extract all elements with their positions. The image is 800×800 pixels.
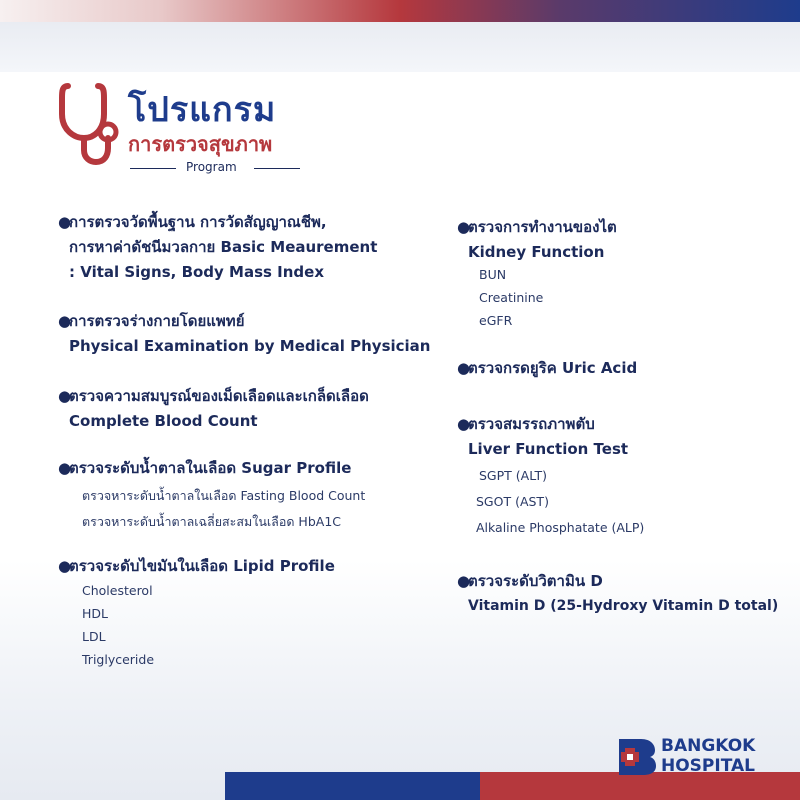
header-band xyxy=(0,22,800,72)
bullet-dot: ● xyxy=(58,459,72,477)
list-item: ตรวจหาระดับน้ำตาลในเลือด Fasting Blood Count xyxy=(82,488,366,503)
section-line: ตรวจสมรรถภาพตับ xyxy=(468,415,595,433)
section-liver-function xyxy=(457,412,629,462)
bullet-dot: ● xyxy=(58,312,72,330)
brand-line-2: HOSPITAL xyxy=(661,756,755,776)
bullet-dot: ● xyxy=(457,415,471,433)
program-divider-right xyxy=(254,168,300,169)
program-divider-left xyxy=(130,168,176,169)
section-line: Kidney Function xyxy=(468,243,605,261)
section-vitamin-d xyxy=(457,569,779,619)
section-sugar-profile xyxy=(58,456,352,481)
list-item: Triglyceride xyxy=(82,652,155,667)
section-line: Vitamin D (25-Hydroxy Vitamin D total) xyxy=(468,598,779,614)
section-line: การหาค่าดัชนีมวลกาย Basic Meaurement xyxy=(69,238,378,256)
bullet-dot: ● xyxy=(58,387,72,405)
section-cbc xyxy=(58,384,369,434)
list-item: SGPT (ALT) xyxy=(479,468,547,483)
page-subtitle: การตรวจสุขภาพ xyxy=(128,132,273,156)
list-item: LDL xyxy=(82,629,106,644)
section-line: การตรวจร่างกายโดยแพทย์ xyxy=(69,312,245,330)
section-line: : Vital Signs, Body Mass Index xyxy=(69,263,325,281)
section-kidney-function xyxy=(457,215,617,265)
top-gradient-bar xyxy=(0,0,800,22)
section-line: ตรวจการทำงานของไต xyxy=(468,218,617,236)
bullet-dot: ● xyxy=(58,213,72,231)
list-item: Creatinine xyxy=(479,290,544,305)
list-item: eGFR xyxy=(479,313,513,328)
list-item: ตรวจหาระดับน้ำตาลเฉลี่ยสะสมในเลือด HbA1C xyxy=(82,514,342,529)
bullet-dot: ● xyxy=(457,572,471,590)
page-title: โปรแกรม xyxy=(128,90,277,130)
section-line: Liver Function Test xyxy=(468,440,629,458)
section-line: การตรวจวัดพื้นฐาน การวัดสัญญาณชีพ, xyxy=(69,213,327,231)
list-item: BUN xyxy=(479,267,507,282)
section-line: ตรวจความสมบูรณ์ของเม็ดเลือดและเกล็ดเลือด xyxy=(69,387,369,405)
bullet-dot: ● xyxy=(457,359,471,377)
list-item: Cholesterol xyxy=(82,583,153,598)
list-item: HDL xyxy=(82,606,108,621)
section-physical-exam xyxy=(58,309,431,359)
section-uric-acid xyxy=(457,356,638,381)
program-label: Program xyxy=(186,160,237,174)
section-line: Physical Examination by Medical Physician xyxy=(69,337,431,355)
section-line: Complete Blood Count xyxy=(69,412,258,430)
section-lipid-profile xyxy=(58,554,335,579)
bullet-dot: ● xyxy=(58,557,72,575)
stethoscope-icon xyxy=(58,78,128,168)
bangkok-hospital-logo-icon xyxy=(617,737,657,777)
list-item: Alkaline Phosphatate (ALP) xyxy=(476,520,645,535)
bullet-dot: ● xyxy=(457,218,471,236)
brand-line-1: BANGKOK xyxy=(661,736,756,756)
section-line: ตรวจระดับวิตามิน D xyxy=(468,572,603,590)
list-item: SGOT (AST) xyxy=(476,494,549,509)
section-line: ตรวจระดับน้ำตาลในเลือด Sugar Profile xyxy=(69,459,352,477)
brand-name xyxy=(661,736,800,776)
section-line: ตรวจระดับไขมันในเลือด Lipid Profile xyxy=(69,557,335,575)
section-basic-measurement xyxy=(58,210,378,285)
section-line: ตรวจกรดยูริค Uric Acid xyxy=(468,359,638,377)
